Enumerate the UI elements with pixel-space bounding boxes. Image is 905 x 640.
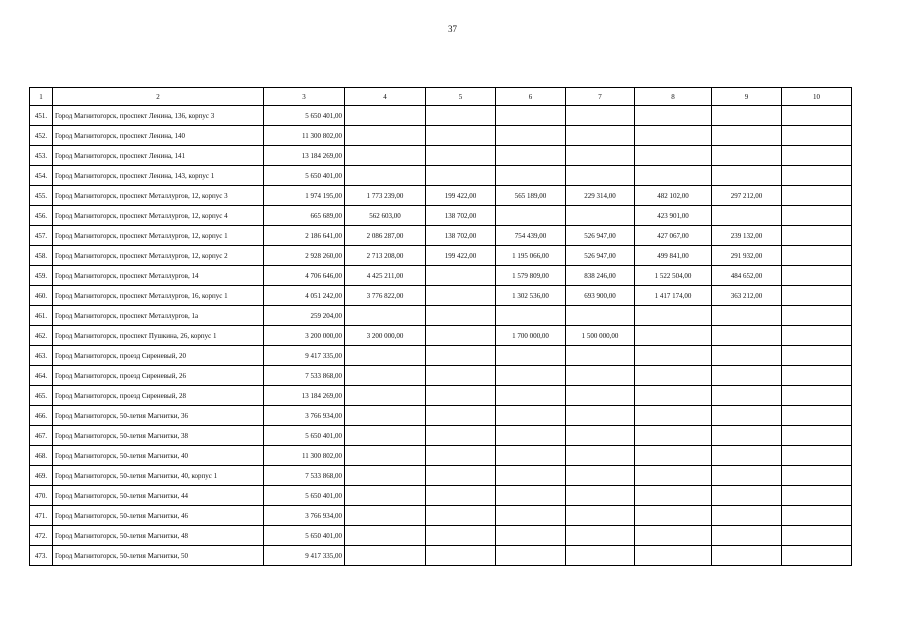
col4-cell: [345, 346, 426, 366]
data-table: [29, 87, 852, 566]
col3-cell: 11 300 802,00: [264, 446, 345, 466]
table-row: [30, 266, 852, 286]
col6-cell: [496, 386, 566, 406]
col7-cell: [566, 346, 635, 366]
table-row: [30, 246, 852, 266]
col6-cell: [496, 346, 566, 366]
row-number-cell: 471.: [30, 506, 53, 526]
col8-cell: [635, 426, 712, 446]
address-cell: Город Магнитогорск, 50-летия Магнитки, 40, корпус 1: [53, 466, 264, 486]
column-header-5: 5: [426, 88, 496, 106]
col5-cell: 199 422,00: [426, 246, 496, 266]
col7-cell: [566, 546, 635, 566]
address-cell: Город Магнитогорск, проспект Ленина, 143, корпус 1: [53, 166, 264, 186]
col9-cell: [712, 106, 782, 126]
col7-cell: 526 947,00: [566, 226, 635, 246]
col9-cell: [712, 506, 782, 526]
col3-cell: 3 766 934,00: [264, 506, 345, 526]
row-number-cell: 470.: [30, 486, 53, 506]
address-cell: Город Магнитогорск, проспект Металлургов, 12, корпус 3: [53, 186, 264, 206]
col5-cell: [426, 366, 496, 386]
table-row: [30, 206, 852, 226]
col6-cell: [496, 306, 566, 326]
col4-cell: [345, 466, 426, 486]
col4-cell: [345, 366, 426, 386]
row-number-cell: 461.: [30, 306, 53, 326]
col3-cell: 5 650 401,00: [264, 166, 345, 186]
column-header-1: 1: [30, 88, 53, 106]
col3-cell: 5 650 401,00: [264, 106, 345, 126]
col7-cell: [566, 486, 635, 506]
col3-cell: 259 204,00: [264, 306, 345, 326]
col8-cell: [635, 506, 712, 526]
address-cell: Город Магнитогорск, проспект Металлургов, 1а: [53, 306, 264, 326]
col7-cell: [566, 106, 635, 126]
col9-cell: [712, 326, 782, 346]
col4-cell: 4 425 211,00: [345, 266, 426, 286]
col3-cell: 13 184 269,00: [264, 386, 345, 406]
col7-cell: [566, 366, 635, 386]
col3-cell: 5 650 401,00: [264, 426, 345, 446]
col9-cell: [712, 166, 782, 186]
col9-cell: 291 932,00: [712, 246, 782, 266]
table-row: [30, 426, 852, 446]
col8-cell: 499 841,00: [635, 246, 712, 266]
col6-cell: [496, 526, 566, 546]
col6-cell: 565 189,00: [496, 186, 566, 206]
col7-cell: [566, 426, 635, 446]
address-cell: Город Магнитогорск, 50-летия Магнитки, 40: [53, 446, 264, 466]
col3-cell: 5 650 401,00: [264, 526, 345, 546]
col7-cell: [566, 446, 635, 466]
col4-cell: 2 086 287,00: [345, 226, 426, 246]
col6-cell: [496, 406, 566, 426]
col3-cell: 7 533 868,00: [264, 466, 345, 486]
row-number-cell: 451.: [30, 106, 53, 126]
col8-cell: 423 901,00: [635, 206, 712, 226]
col6-cell: [496, 146, 566, 166]
table-row: [30, 286, 852, 306]
col5-cell: [426, 166, 496, 186]
col10-cell: [782, 186, 852, 206]
col5-cell: [426, 266, 496, 286]
col5-cell: [426, 486, 496, 506]
address-cell: Город Магнитогорск, проезд Сиреневый, 28: [53, 386, 264, 406]
address-cell: Город Магнитогорск, 50-летия Магнитки, 46: [53, 506, 264, 526]
col10-cell: [782, 346, 852, 366]
col7-cell: [566, 206, 635, 226]
col7-cell: [566, 126, 635, 146]
col10-cell: [782, 526, 852, 546]
col7-cell: [566, 166, 635, 186]
col10-cell: [782, 326, 852, 346]
col9-cell: [712, 386, 782, 406]
col9-cell: [712, 346, 782, 366]
col7-cell: [566, 386, 635, 406]
row-number-cell: 466.: [30, 406, 53, 426]
col6-cell: [496, 546, 566, 566]
col7-cell: [566, 506, 635, 526]
column-header-9: 9: [712, 88, 782, 106]
column-header-6: 6: [496, 88, 566, 106]
col3-cell: 9 417 335,00: [264, 546, 345, 566]
col10-cell: [782, 486, 852, 506]
col7-cell: [566, 306, 635, 326]
address-cell: Город Магнитогорск, 50-летия Магнитки, 44: [53, 486, 264, 506]
col8-cell: 1 417 174,00: [635, 286, 712, 306]
col4-cell: [345, 446, 426, 466]
col5-cell: [426, 346, 496, 366]
col10-cell: [782, 306, 852, 326]
table-row: [30, 386, 852, 406]
col8-cell: [635, 106, 712, 126]
col4-cell: [345, 526, 426, 546]
col5-cell: [426, 426, 496, 446]
table-row: [30, 526, 852, 546]
col5-cell: [426, 406, 496, 426]
address-cell: Город Магнитогорск, проспект Пушкина, 26, корпус 1: [53, 326, 264, 346]
table-row: [30, 106, 852, 126]
col6-cell: 1 700 000,00: [496, 326, 566, 346]
col10-cell: [782, 106, 852, 126]
col3-cell: 4 051 242,00: [264, 286, 345, 306]
col10-cell: [782, 126, 852, 146]
col5-cell: [426, 286, 496, 306]
col6-cell: 1 195 066,00: [496, 246, 566, 266]
col5-cell: [426, 126, 496, 146]
col3-cell: 7 533 868,00: [264, 366, 345, 386]
address-cell: Город Магнитогорск, проспект Металлургов, 12, корпус 4: [53, 206, 264, 226]
col10-cell: [782, 166, 852, 186]
col4-cell: 2 713 208,00: [345, 246, 426, 266]
col10-cell: [782, 146, 852, 166]
col3-cell: 1 974 195,00: [264, 186, 345, 206]
col7-cell: 838 246,00: [566, 266, 635, 286]
col6-cell: [496, 466, 566, 486]
col10-cell: [782, 366, 852, 386]
col9-cell: [712, 486, 782, 506]
col4-cell: [345, 506, 426, 526]
col10-cell: [782, 426, 852, 446]
col4-cell: [345, 166, 426, 186]
col8-cell: [635, 326, 712, 346]
col10-cell: [782, 286, 852, 306]
address-cell: Город Магнитогорск, 50-летия Магнитки, 38: [53, 426, 264, 446]
col8-cell: [635, 486, 712, 506]
col4-cell: 562 603,00: [345, 206, 426, 226]
table-row: [30, 186, 852, 206]
row-number-cell: 459.: [30, 266, 53, 286]
table-row: [30, 126, 852, 146]
table-row: [30, 166, 852, 186]
col9-cell: [712, 306, 782, 326]
table-header-row: [30, 88, 852, 106]
col6-cell: [496, 486, 566, 506]
col5-cell: [426, 306, 496, 326]
row-number-cell: 454.: [30, 166, 53, 186]
col10-cell: [782, 266, 852, 286]
column-header-2: 2: [53, 88, 264, 106]
col5-cell: [426, 146, 496, 166]
col7-cell: [566, 466, 635, 486]
col3-cell: 3 766 934,00: [264, 406, 345, 426]
col6-cell: [496, 426, 566, 446]
col8-cell: 482 102,00: [635, 186, 712, 206]
col10-cell: [782, 386, 852, 406]
col8-cell: [635, 166, 712, 186]
col4-cell: [345, 546, 426, 566]
col5-cell: [426, 386, 496, 406]
col4-cell: [345, 426, 426, 446]
row-number-cell: 456.: [30, 206, 53, 226]
col8-cell: [635, 306, 712, 326]
col6-cell: 754 439,00: [496, 226, 566, 246]
col3-cell: 2 928 260,00: [264, 246, 345, 266]
col6-cell: 1 579 809,00: [496, 266, 566, 286]
col9-cell: 363 212,00: [712, 286, 782, 306]
row-number-cell: 455.: [30, 186, 53, 206]
col9-cell: [712, 146, 782, 166]
row-number-cell: 473.: [30, 546, 53, 566]
column-header-10: 10: [782, 88, 852, 106]
row-number-cell: 464.: [30, 366, 53, 386]
column-header-7: 7: [566, 88, 635, 106]
col5-cell: [426, 506, 496, 526]
col3-cell: 5 650 401,00: [264, 486, 345, 506]
row-number-cell: 452.: [30, 126, 53, 146]
address-cell: Город Магнитогорск, проспект Ленина, 141: [53, 146, 264, 166]
col7-cell: 1 500 000,00: [566, 326, 635, 346]
col8-cell: [635, 446, 712, 466]
col10-cell: [782, 466, 852, 486]
row-number-cell: 458.: [30, 246, 53, 266]
col10-cell: [782, 446, 852, 466]
table-row: [30, 306, 852, 326]
row-number-cell: 472.: [30, 526, 53, 546]
col4-cell: [345, 306, 426, 326]
col4-cell: [345, 106, 426, 126]
col3-cell: 665 689,00: [264, 206, 345, 226]
col4-cell: [345, 146, 426, 166]
col5-cell: 138 702,00: [426, 206, 496, 226]
col9-cell: [712, 446, 782, 466]
col9-cell: [712, 526, 782, 546]
column-header-8: 8: [635, 88, 712, 106]
col7-cell: [566, 146, 635, 166]
col5-cell: [426, 326, 496, 346]
table-row: [30, 226, 852, 246]
address-cell: Город Магнитогорск, 50-летия Магнитки, 36: [53, 406, 264, 426]
col4-cell: [345, 386, 426, 406]
table-row: [30, 486, 852, 506]
col9-cell: [712, 126, 782, 146]
col3-cell: 13 184 269,00: [264, 146, 345, 166]
col5-cell: [426, 546, 496, 566]
col9-cell: [712, 366, 782, 386]
col7-cell: 526 947,00: [566, 246, 635, 266]
row-number-cell: 467.: [30, 426, 53, 446]
col3-cell: 9 417 335,00: [264, 346, 345, 366]
col4-cell: 3 776 822,00: [345, 286, 426, 306]
col8-cell: [635, 546, 712, 566]
table-row: [30, 546, 852, 566]
col10-cell: [782, 246, 852, 266]
col6-cell: [496, 446, 566, 466]
table-row: [30, 446, 852, 466]
row-number-cell: 463.: [30, 346, 53, 366]
col8-cell: [635, 146, 712, 166]
col9-cell: [712, 426, 782, 446]
col6-cell: 1 302 536,00: [496, 286, 566, 306]
table-row: [30, 466, 852, 486]
row-number-cell: 457.: [30, 226, 53, 246]
address-cell: Город Магнитогорск, проспект Ленина, 136, корпус 3: [53, 106, 264, 126]
row-number-cell: 460.: [30, 286, 53, 306]
col6-cell: [496, 126, 566, 146]
address-cell: Город Магнитогорск, 50-летия Магнитки, 48: [53, 526, 264, 546]
col3-cell: 3 200 000,00: [264, 326, 345, 346]
col7-cell: 229 314,00: [566, 186, 635, 206]
row-number-cell: 469.: [30, 466, 53, 486]
col8-cell: [635, 346, 712, 366]
table-row: [30, 146, 852, 166]
col9-cell: [712, 206, 782, 226]
col6-cell: [496, 366, 566, 386]
page-number: 37: [448, 24, 457, 34]
row-number-cell: 465.: [30, 386, 53, 406]
col6-cell: [496, 506, 566, 526]
table-row: [30, 366, 852, 386]
col8-cell: [635, 366, 712, 386]
col6-cell: [496, 206, 566, 226]
col6-cell: [496, 106, 566, 126]
address-cell: Город Магнитогорск, проспект Металлургов, 12, корпус 1: [53, 226, 264, 246]
row-number-cell: 462.: [30, 326, 53, 346]
table-row: [30, 346, 852, 366]
row-number-cell: 453.: [30, 146, 53, 166]
col9-cell: 484 652,00: [712, 266, 782, 286]
col6-cell: [496, 166, 566, 186]
col10-cell: [782, 226, 852, 246]
col8-cell: [635, 386, 712, 406]
table-row: [30, 506, 852, 526]
col10-cell: [782, 206, 852, 226]
address-cell: Город Магнитогорск, проезд Сиреневый, 26: [53, 366, 264, 386]
col3-cell: 11 300 802,00: [264, 126, 345, 146]
col4-cell: 3 200 000,00: [345, 326, 426, 346]
col9-cell: [712, 406, 782, 426]
col7-cell: [566, 526, 635, 546]
col5-cell: 199 422,00: [426, 186, 496, 206]
col8-cell: [635, 406, 712, 426]
col9-cell: [712, 466, 782, 486]
col10-cell: [782, 406, 852, 426]
col5-cell: [426, 526, 496, 546]
col8-cell: 427 067,00: [635, 226, 712, 246]
col4-cell: [345, 486, 426, 506]
col10-cell: [782, 506, 852, 526]
col8-cell: [635, 526, 712, 546]
col8-cell: [635, 126, 712, 146]
row-number-cell: 468.: [30, 446, 53, 466]
col9-cell: 239 132,00: [712, 226, 782, 246]
col3-cell: 2 186 641,00: [264, 226, 345, 246]
address-cell: Город Магнитогорск, проспект Металлургов, 16, корпус 1: [53, 286, 264, 306]
col7-cell: [566, 406, 635, 426]
col10-cell: [782, 546, 852, 566]
address-cell: Город Магнитогорск, проспект Металлургов, 12, корпус 2: [53, 246, 264, 266]
table-row: [30, 406, 852, 426]
column-header-4: 4: [345, 88, 426, 106]
col8-cell: 1 522 504,00: [635, 266, 712, 286]
col4-cell: [345, 126, 426, 146]
address-cell: Город Магнитогорск, проезд Сиреневый, 20: [53, 346, 264, 366]
col4-cell: [345, 406, 426, 426]
col5-cell: [426, 106, 496, 126]
col5-cell: [426, 466, 496, 486]
col5-cell: [426, 446, 496, 466]
col8-cell: [635, 466, 712, 486]
col9-cell: 297 212,00: [712, 186, 782, 206]
col7-cell: 693 900,00: [566, 286, 635, 306]
address-cell: Город Магнитогорск, проспект Ленина, 140: [53, 126, 264, 146]
col4-cell: 1 773 239,00: [345, 186, 426, 206]
address-cell: Город Магнитогорск, проспект Металлургов, 14: [53, 266, 264, 286]
col3-cell: 4 706 646,00: [264, 266, 345, 286]
column-header-3: 3: [264, 88, 345, 106]
col5-cell: 138 702,00: [426, 226, 496, 246]
table-row: [30, 326, 852, 346]
col9-cell: [712, 546, 782, 566]
address-cell: Город Магнитогорск, 50-летия Магнитки, 50: [53, 546, 264, 566]
